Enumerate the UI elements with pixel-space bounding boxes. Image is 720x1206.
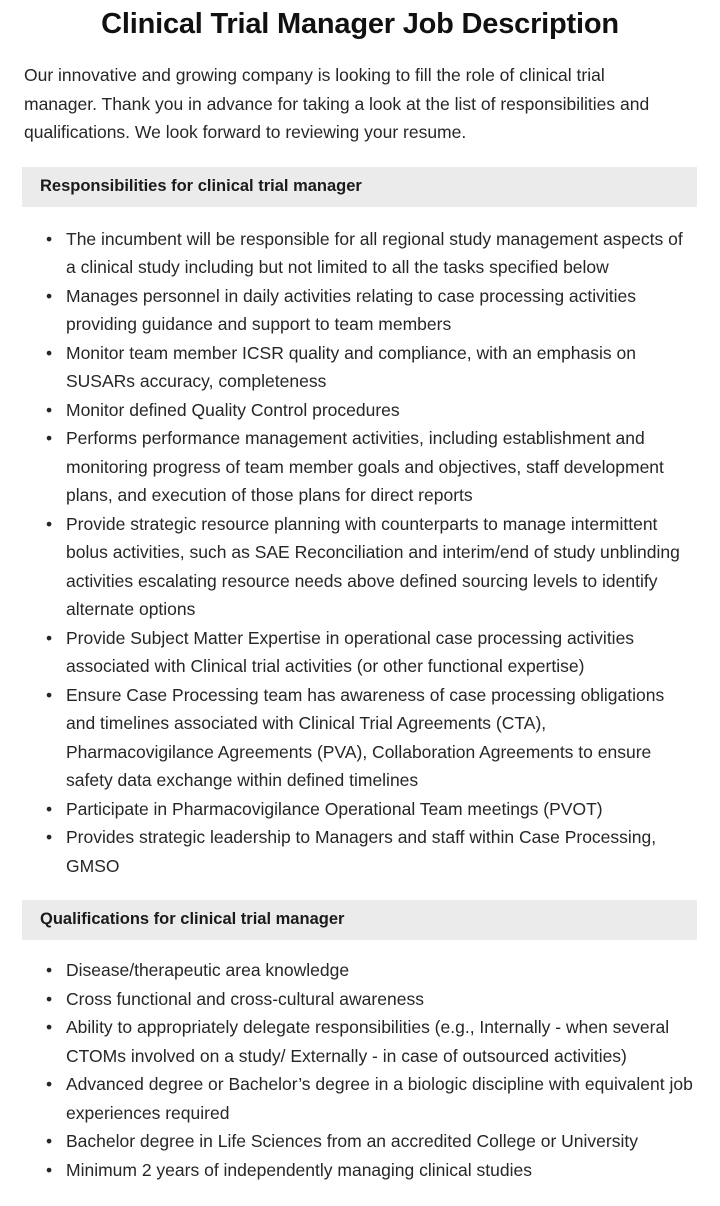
list-item-text: Cross functional and cross-cultural awareness bbox=[66, 988, 424, 1009]
list-item bbox=[46, 985, 694, 1014]
list-item-text: Manages personnel in daily activities relating to case processing activities providing guidance and support to team members bbox=[66, 285, 637, 334]
list-item bbox=[46, 1156, 694, 1185]
list-item bbox=[46, 282, 694, 339]
list-item-text: The incumbent will be responsible for all regional study management aspects of a clinical study including but not limited to all the tasks specified below bbox=[66, 228, 683, 277]
list-item bbox=[46, 1127, 694, 1156]
intro-paragraph: Our innovative and growing company is looking to fill the role of clinical trial manager. Thank you in advance for taking a look at the list of responsibilities and qualifications. We look forward to reviewing your resume. bbox=[24, 65, 650, 142]
list-item-text: Monitor team member ICSR quality and compliance, with an emphasis on SUSARs accuracy, completeness bbox=[66, 342, 636, 391]
bullet-icon: • bbox=[46, 827, 53, 847]
bullet-icon: • bbox=[46, 1159, 53, 1180]
section-header-responsibilities bbox=[22, 167, 697, 207]
bullet-icon: • bbox=[46, 798, 53, 819]
list-item bbox=[46, 424, 694, 510]
list-item-text: Monitor defined Quality Control procedures bbox=[66, 399, 400, 420]
page-title: Clinical Trial Manager Job Description bbox=[101, 8, 619, 40]
list-item bbox=[46, 225, 694, 282]
bullet-icon: • bbox=[46, 513, 53, 534]
list-item-text: Ensure Case Processing team has awareness of case processing obligations and timelines associated with Clinical Trial Agreements (CTA), Pharmacovigilance Agreements (PVA), Collaboration Agreements to ensure safety data exchange within defined timelines bbox=[66, 684, 665, 790]
list-item bbox=[46, 681, 694, 795]
list-item bbox=[46, 956, 694, 985]
list-item-text: Disease/therapeutic area knowledge bbox=[66, 960, 350, 980]
bullet-icon: • bbox=[46, 228, 53, 249]
bullet-icon: • bbox=[46, 428, 53, 448]
bullet-icon: • bbox=[46, 684, 53, 705]
list-item bbox=[46, 624, 694, 681]
list-item bbox=[46, 795, 694, 824]
bullet-icon: • bbox=[46, 1131, 53, 1151]
bullet-icon: • bbox=[46, 988, 53, 1009]
qualifications-list bbox=[0, 940, 720, 1184]
list-item-text: Participate in Pharmacovigilance Operational Team meetings (PVOT) bbox=[66, 798, 603, 819]
list-item-text: Performs performance management activities, including establishment and monitoring progress of team member goals and objectives, staff development plans, and execution of those plans for direct reports bbox=[66, 428, 664, 505]
section-heading-text: Qualifications for clinical trial manager bbox=[40, 910, 345, 928]
bullet-icon: • bbox=[46, 960, 53, 980]
list-item bbox=[46, 1070, 694, 1127]
list-item-text: Provide Subject Matter Expertise in operational case processing activities associated with Clinical trial activities (or other functional expertise) bbox=[66, 627, 635, 676]
section-heading-text: Responsibilities for clinical trial manager bbox=[40, 176, 362, 195]
list-item-text: Ability to appropriately delegate responsibilities (e.g., Internally - when several CTOMs involved on a study/ Externally - in case of outsourced activities) bbox=[66, 1017, 670, 1066]
list-item-text: Advanced degree or Bachelor’s degree in a biologic discipline with equivalent job experiences required bbox=[66, 1074, 693, 1123]
bullet-icon: • bbox=[46, 627, 53, 648]
bullet-icon: • bbox=[46, 399, 53, 420]
section-header-qualifications bbox=[22, 900, 697, 940]
page-bottom-spacer bbox=[0, 1184, 720, 1206]
list-item-text: Bachelor degree in Life Sciences from an accredited College or University bbox=[66, 1131, 638, 1151]
bullet-icon: • bbox=[46, 342, 53, 363]
responsibilities-list bbox=[0, 207, 720, 881]
list-item-text: Minimum 2 years of independently managing clinical studies bbox=[66, 1159, 532, 1180]
bullet-icon: • bbox=[46, 1017, 53, 1037]
bullet-icon: • bbox=[46, 285, 53, 306]
list-item-text: Provides strategic leadership to Managers and staff within Case Processing, GMSO bbox=[66, 827, 657, 876]
list-item-text: Provide strategic resource planning with counterparts to manage intermittent bolus activities, such as SAE Reconciliation and interim/end of study unblinding activities escalating resource needs above defined sourcing levels to identify alternate options bbox=[66, 513, 680, 619]
list-item bbox=[46, 823, 694, 880]
list-item bbox=[46, 1013, 694, 1070]
list-item bbox=[46, 510, 694, 624]
list-item bbox=[46, 339, 694, 396]
bullet-icon: • bbox=[46, 1074, 53, 1094]
list-item bbox=[46, 396, 694, 425]
